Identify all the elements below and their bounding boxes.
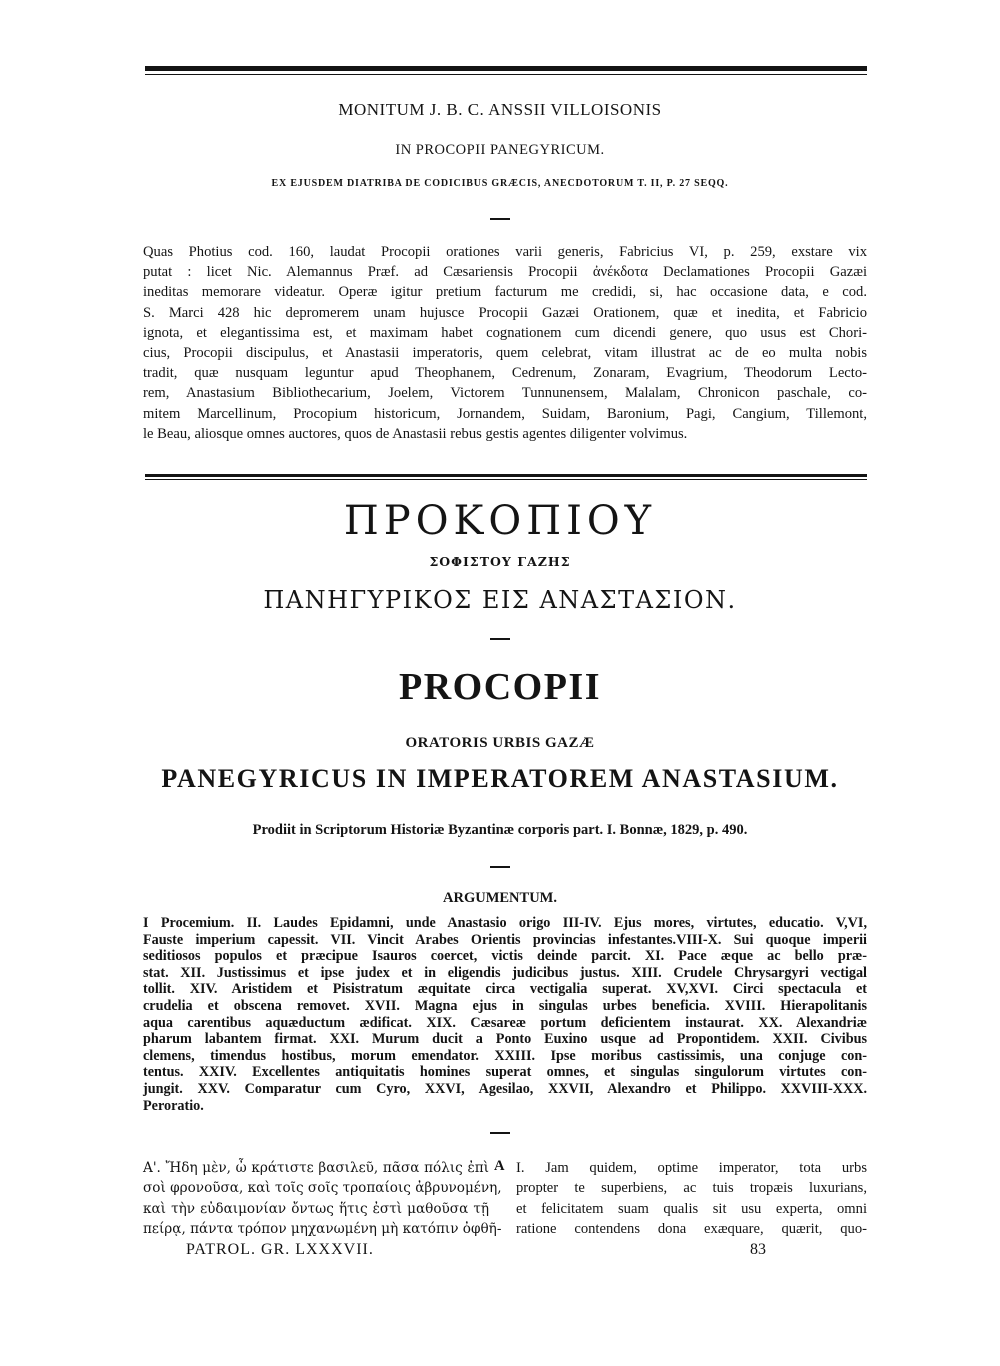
latin-author-title: PROCOPII: [399, 666, 601, 708]
latin-text-column: [516, 1158, 867, 1240]
argumentum-line: pharum labantem firmat. XXI. Murum ducit a Ponto Euxino usque ad Propontidem. XXII. Civibus: [143, 1031, 867, 1048]
argumentum-line: Fauste imperium capessit. VII. Vincit Arabes Orientis provincias infestantes.VIII-X. Sui quoque imperii: [143, 931, 867, 948]
patrologia-reference: PATROL. GR. LXXXVII.: [186, 1241, 374, 1258]
latin-epithet: ORATORIS URBIS GAZÆ: [405, 735, 595, 751]
argumentum-line: aqua carentibus aquæductum ædificat. XIX. Cæsareæ portum deficientem instaurat. XX. Alexandriæ: [143, 1014, 867, 1031]
greek-text-line: σοὶ φρονοῦσα, καὶ τοῖς σοῖς τροπαίοις ἀβρυνομένη,: [143, 1180, 502, 1197]
latin-edition-note: Prodiit in Scriptorum Historiæ Byzantinæ corporis part. I. Bonnæ, 1829, p. 490.: [252, 822, 748, 838]
paragraph-line: S. Marci 428 hic depromerem unam hujusce Procopii Gazæi Orationem, quæ et inedita, et Fabricio: [143, 304, 867, 321]
separator-dash: [490, 866, 510, 868]
paragraph-line: putat : licet Nic. Alemannus Præf. ad Cæsariensis Procopii ἀνέκδοτα Declamationes Procopii Gazæi: [143, 264, 867, 281]
argumentum-heading: ARGUMENTUM.: [443, 890, 557, 906]
paragraph-line: rem, Anastasium Bibliothecarium, Joelem, Victorem Tunnunensem, Malalam, Chronicon paschale, co-: [143, 385, 867, 402]
paragraph-line: mitem Marcellinum, Procopium historicum, Jornandem, Suidam, Baronium, Pagi, Cangium, Tillemont,: [143, 405, 867, 422]
paragraph-line: Quas Photius cod. 160, laudat Procopii orationes varii generis, Fabricius VI, p. 259, exstare vix: [143, 244, 867, 260]
monitum-subtitle: IN PROCOPII PANEGYRICUM.: [395, 142, 605, 158]
middle-rule-thin: [145, 479, 867, 480]
top-rule: [145, 66, 867, 71]
monitum-source: EX EJUSDEM DIATRIBA DE CODICIBUS GRÆCIS, ANECDOTORUM T. II, P. 27 SEQQ.: [271, 178, 729, 189]
latin-text-line: propter te superbiens, ac tuis tropæis luxurians,: [516, 1180, 867, 1197]
monitum-title: MONITUM J. B. C. ANSSII VILLOISONIS: [338, 100, 662, 119]
paragraph-line: ignota, et elegantissima est, et maximam habet cognationem cum dicendi genere, quo usus est Chori-: [143, 324, 867, 341]
argumentum-line: jungit. XXV. Comparatur cum Cyro, XXVI, Agesilao, XXVII, Alexandro et Philippo. XXVIII-XXX.: [143, 1080, 867, 1097]
argumentum-line: tentus. XXIV. Excellentes antiquitatis homines superat omnes, et singulas singulorum virtutes con-: [143, 1064, 867, 1081]
latin-text-line: et felicitatem suam qualis sit usu experta, omni: [516, 1200, 867, 1217]
latin-text-line: ratione contendens dona exæquare, quærit, quo-: [516, 1221, 867, 1238]
middle-rule: [145, 474, 867, 477]
argumentum-line: stat. XII. Justissimus et ipse judex et in eligendis judicibus justus. XIII. Crudele Chrysargyri vectigal: [143, 964, 867, 981]
argumentum-line: tollit. XIV. Aristidem et Pisistratum æquitate circa vectigalia superat. XV,XVI. Circi spectacula et: [143, 981, 867, 998]
separator-dash: [490, 638, 510, 640]
argumentum-line: seditiosos populos et præcipue Isauros coercet, victis deinde parcit. XI. Pace æque ac bello præ-: [143, 948, 867, 965]
argumentum-text: [143, 915, 867, 1114]
paragraph-line: le Beau, aliosque omnes auctores, quos de Anastasii rebus gestis agentes diligenter volvimus.: [143, 425, 688, 442]
paragraph-line: ineditas memorare videatur. Operæ igitur pretium facturum me credidi, si, hac occasione data, e cod.: [143, 284, 867, 301]
greek-text-line: καὶ τὴν εὐδαιμονίαν ὄντως ἥτις ἐστὶ μαθοῦσα τῇ: [143, 1200, 489, 1217]
greek-text-column: [143, 1158, 502, 1240]
paragraph-line: cius, Procopii discipulus, et Anastasii imperatoris, quem celebrat, vitam illustrat ac de eo multa nobis: [143, 345, 867, 362]
greek-author-title: ΠΡΟΚΟΠΙΟΥ: [343, 498, 657, 544]
monitum-paragraph: [143, 242, 867, 444]
column-marker: A: [494, 1158, 505, 1174]
greek-work-title: ΠΑΝΗΓΥΡΙΚΟΣ ΕΙΣ ΑΝΑΣΤΑΣΙΟΝ.: [263, 586, 737, 614]
argumentum-line: clemens, timendus hostibus, morum emendator. XXIII. Ipse moribus castissimis, una conjuge con-: [143, 1047, 867, 1064]
latin-text-line: I. Jam quidem, optime imperator, tota urbs: [516, 1160, 867, 1176]
argumentum-line: I Procemium. II. Laudes Epidamni, unde Anastasio origo III-IV. Ejus mores, virtutes, educatio. V,VI,: [143, 915, 867, 931]
greek-text-line: Α'. Ἤδη μὲν, ὦ κράτιστε βασιλεῦ, πᾶσα πόλις ἐπὶ: [143, 1160, 489, 1176]
argumentum-line: crudelia et obscena removet. XVII. Magna ejus in singulas urbes beneficia. XVIII. Hierapolitanis: [143, 997, 867, 1014]
latin-work-title: PANEGYRICUS IN IMPERATOREM ANASTASIUM.: [161, 764, 839, 793]
top-rule-thin: [145, 74, 867, 75]
argumentum-line: Peroratio.: [143, 1097, 204, 1114]
separator-dash: [490, 1132, 510, 1134]
page-number: 83: [750, 1241, 766, 1258]
paragraph-line: tradit, quæ nusquam leguntur apud Theophanem, Cedrenum, Zonaram, Evagrium, Theodorum Lecto-: [143, 365, 867, 382]
greek-epithet: ΣΟΦΙΣΤΟΥ ΓΑΖΗΣ: [429, 554, 571, 569]
separator-dash: [490, 218, 510, 220]
greek-text-line: πείρᾳ, πάντα τρόπον μηχανωμένη μὴ κατόπιν ὀφθῆ-: [143, 1221, 502, 1238]
